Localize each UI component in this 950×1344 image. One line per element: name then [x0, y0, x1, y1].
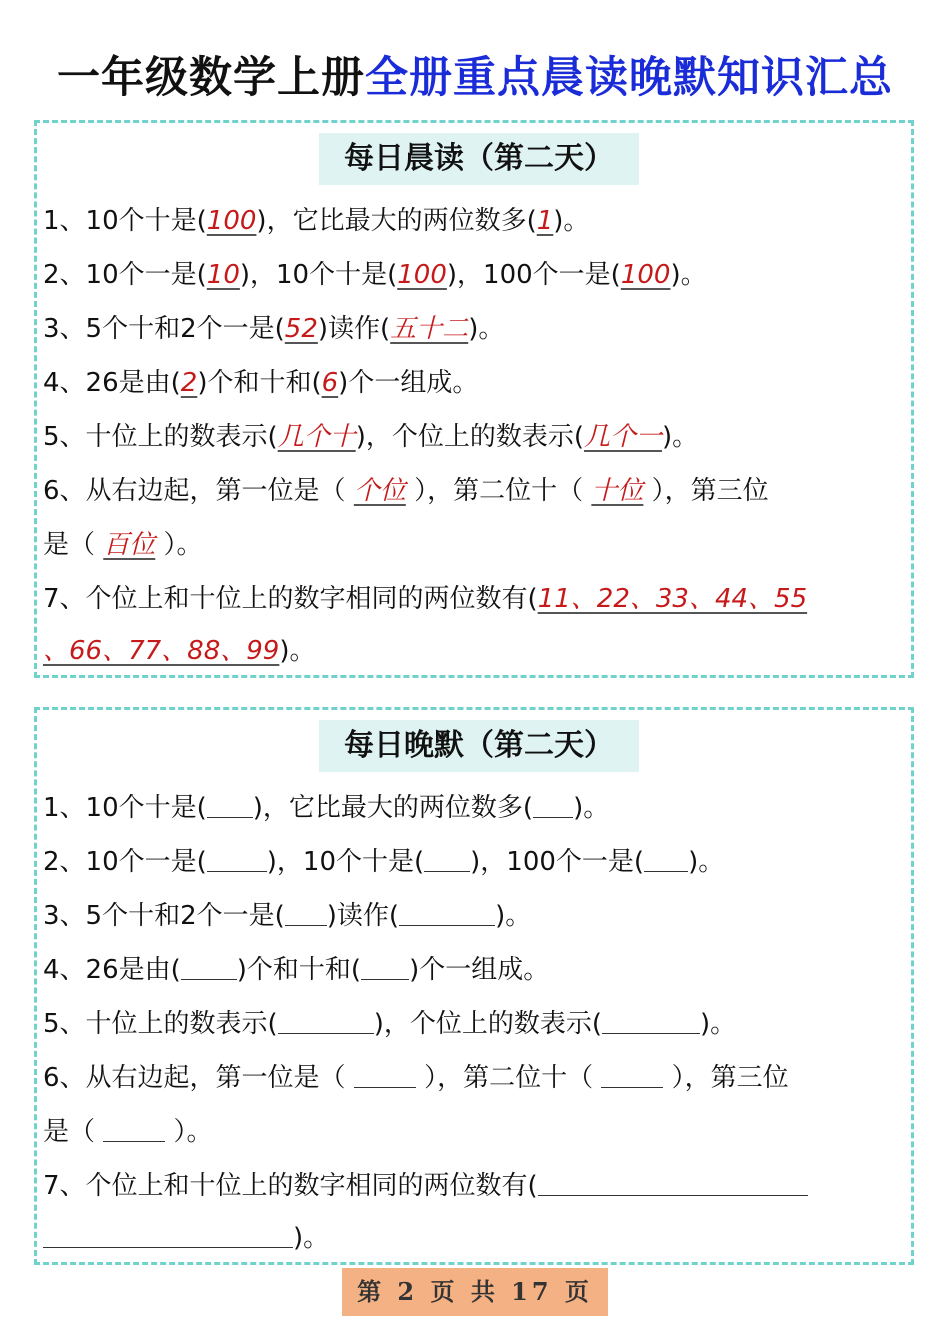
- page-title-part1: 一年级数学上册: [57, 53, 365, 103]
- item-text: ），第二位十（: [405, 476, 592, 506]
- item-text: )，它比最大的两位数多(: [252, 793, 534, 823]
- item-text: )，个位上的数表示(: [373, 1009, 602, 1039]
- page-title: [0, 48, 950, 108]
- morning-item-1: [43, 201, 909, 241]
- item-text: ），第三位: [643, 476, 769, 506]
- item-text: )。: [699, 1009, 737, 1039]
- answer: 、66、77、88、99: [43, 636, 280, 666]
- morning-item-4: [43, 363, 909, 403]
- item-text: )。: [670, 260, 707, 290]
- item-text: 2、10个一是(: [43, 260, 207, 290]
- item-text: )，个位上的数表示(: [355, 422, 584, 452]
- item-text: )个和十和(: [197, 368, 322, 398]
- answer: 2: [180, 368, 198, 398]
- morning-item-3: [43, 309, 909, 349]
- evening-heading: 每日晚默（第二天）: [319, 720, 639, 772]
- answer: 几个十: [277, 422, 356, 452]
- item-text: )。: [688, 847, 725, 877]
- item-text: )。: [662, 422, 699, 452]
- evening-item-7-cont: [43, 1218, 909, 1258]
- item-text: 7、个位上和十位上的数字相同的两位数有(: [43, 1171, 538, 1201]
- answer-blank[interactable]: [424, 843, 470, 872]
- answer: 100: [206, 206, 257, 236]
- answer-blank[interactable]: [207, 843, 267, 872]
- evening-item-2: [43, 842, 909, 882]
- item-text: )，100个一是(: [470, 847, 645, 877]
- item-text: )。: [553, 206, 590, 236]
- morning-item-7: [43, 579, 909, 619]
- answer: 五十二: [390, 314, 469, 344]
- answer-blank[interactable]: [103, 1113, 165, 1142]
- page-title-part2: 全册重点晨读晚默知识汇总: [365, 53, 893, 103]
- evening-item-5: [43, 1004, 909, 1044]
- item-text: 6、从右边起，第一位是（: [43, 476, 354, 506]
- evening-item-1: [43, 788, 909, 828]
- answer-blank[interactable]: [354, 1059, 416, 1088]
- answer: 几个一: [584, 422, 663, 452]
- item-text: 5、十位上的数表示(: [43, 422, 278, 452]
- answer-blank[interactable]: [601, 1059, 663, 1088]
- item-text: 1、10个十是(: [43, 206, 207, 236]
- item-text: )。: [293, 1223, 330, 1253]
- answer: 100: [397, 260, 447, 290]
- item-text: 是（: [43, 530, 104, 560]
- evening-item-7: [43, 1166, 909, 1206]
- item-text: ）。: [155, 530, 203, 560]
- item-text: )个一组成。: [409, 955, 550, 985]
- item-text: )。: [279, 636, 316, 666]
- item-text: )，100个一是(: [446, 260, 621, 290]
- morning-item-2: [43, 255, 909, 295]
- answer: 10: [206, 260, 240, 290]
- page-number-label: 第 2 页 共 17 页: [342, 1268, 608, 1316]
- evening-item-3: [43, 896, 909, 936]
- answer-blank[interactable]: [538, 1167, 808, 1196]
- answer: 6: [321, 368, 339, 398]
- item-text: ），第二位十（: [415, 1063, 602, 1093]
- answer-blank[interactable]: [361, 951, 409, 980]
- answer: 100: [620, 260, 671, 290]
- morning-item-6-cont: [43, 525, 909, 565]
- item-text: 6、从右边起，第一位是（: [43, 1063, 354, 1093]
- answer-blank[interactable]: [181, 951, 237, 980]
- answer-blank[interactable]: [207, 789, 253, 818]
- answer-blank[interactable]: [644, 843, 688, 872]
- item-text: 是（: [43, 1117, 104, 1147]
- morning-heading: 每日晨读（第二天）: [319, 133, 639, 185]
- answer-blank[interactable]: [533, 789, 573, 818]
- item-text: ）。: [165, 1117, 213, 1147]
- answer: 1: [536, 206, 554, 236]
- item-text: )。: [468, 314, 505, 344]
- item-text: 7、个位上和十位上的数字相同的两位数有(: [43, 584, 538, 614]
- item-text: 4、26是由(: [43, 368, 181, 398]
- item-text: 5、十位上的数表示(: [43, 1009, 278, 1039]
- answer: 百位: [103, 530, 156, 560]
- answer-blank[interactable]: [43, 1219, 293, 1248]
- item-text: )。: [573, 793, 610, 823]
- item-text: )，10个十是(: [239, 260, 398, 290]
- answer: 个位: [353, 476, 406, 506]
- morning-item-6: [43, 471, 909, 511]
- answer: 11、22、33、44、55: [537, 584, 808, 614]
- answer-blank[interactable]: [399, 897, 495, 926]
- answer-blank[interactable]: [285, 897, 327, 926]
- item-text: )，10个十是(: [266, 847, 425, 877]
- item-text: )。: [495, 901, 532, 931]
- answer: 十位: [591, 476, 644, 506]
- item-text: ），第三位: [663, 1063, 789, 1093]
- item-text: )，它比最大的两位数多(: [256, 206, 537, 236]
- evening-item-4: [43, 950, 909, 990]
- item-text: 4、26是由(: [43, 955, 181, 985]
- answer-blank[interactable]: [278, 1005, 374, 1034]
- morning-item-7-cont: [43, 631, 909, 671]
- morning-item-5: [43, 417, 909, 457]
- item-text: 1、10个十是(: [43, 793, 207, 823]
- answer-blank[interactable]: [602, 1005, 700, 1034]
- item-text: 3、5个十和2个一是(: [43, 901, 285, 931]
- evening-item-6-cont: [43, 1112, 909, 1152]
- item-text: )读作(: [317, 314, 391, 344]
- item-text: 2、10个一是(: [43, 847, 207, 877]
- morning-reading-box: [34, 120, 914, 678]
- item-text: )个一组成。: [338, 368, 479, 398]
- item-text: )个和十和(: [236, 955, 362, 985]
- evening-item-6: [43, 1058, 909, 1098]
- item-text: )读作(: [326, 901, 400, 931]
- answer: 52: [284, 314, 318, 344]
- evening-dictation-box: [34, 707, 914, 1265]
- item-text: 3、5个十和2个一是(: [43, 314, 285, 344]
